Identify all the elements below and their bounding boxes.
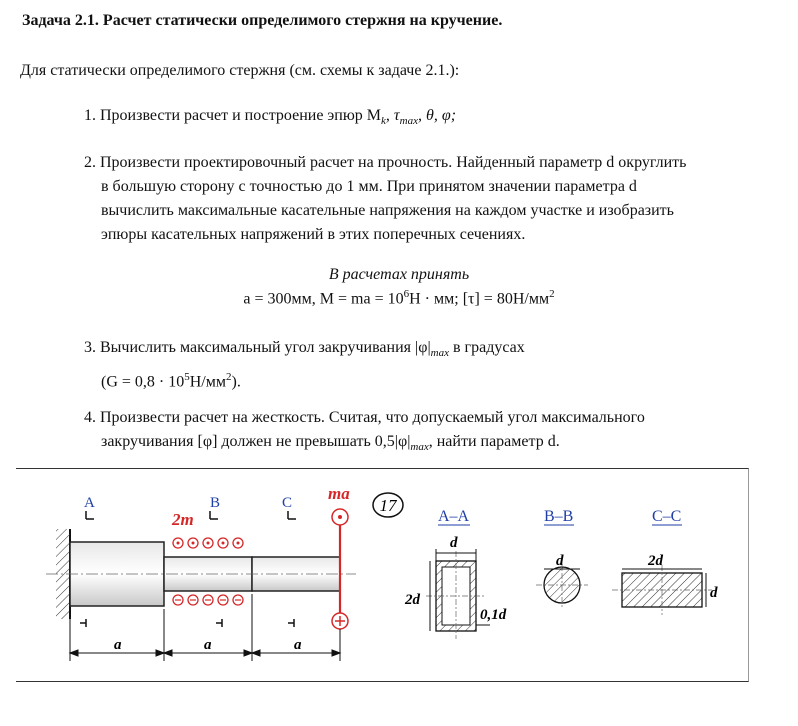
torque-dots	[177, 542, 240, 545]
item-line: Произвести проектировочный расчет на прочность. Найденный параметр d округлить	[100, 154, 687, 171]
item-number: 1.	[84, 107, 96, 124]
item-line: в градусах	[448, 339, 525, 356]
superscript: 5	[184, 371, 190, 384]
subscript: max	[399, 115, 418, 128]
dim-a-2: a	[204, 637, 212, 653]
dim-a-3: a	[294, 637, 302, 653]
item-number: 4.	[84, 409, 96, 426]
section-a-a	[404, 508, 507, 639]
task-item-1	[84, 104, 456, 133]
superscript: 2	[225, 371, 232, 384]
load-2m-label: 2m	[172, 510, 194, 529]
item-line: , найти параметр d.	[428, 433, 560, 450]
formula-part: Н · мм; [τ] = 80Н/мм	[409, 290, 550, 308]
section-a-title: A–A	[438, 508, 470, 525]
section-c-dim-d: d	[710, 585, 718, 601]
label-a: A	[84, 495, 95, 511]
section-c-c	[612, 508, 718, 615]
item-line: Вычислить максимальный угол закручивания |φ|	[100, 339, 431, 356]
item-text: Произвести расчет и построение эпюр M	[100, 107, 382, 124]
item-line: вычислить максимальные касательные напряжения на каждом участке и изобразить	[101, 202, 674, 219]
shaft-scheme	[16, 469, 748, 681]
intro-text: Для статически определимого стержня (см. схемы к задаче 2.1.):	[20, 62, 460, 79]
section-c-dim-2d: 2d	[648, 553, 663, 569]
subscript: max	[430, 347, 449, 360]
item-line: закручивания [φ] должен не превышать 0,5|φ|	[101, 433, 411, 450]
superscript: 2	[549, 288, 555, 300]
item-line: в большую сторону с точностью до 1 мм. При принятом значении параметра d	[101, 178, 637, 195]
section-b-title: B–B	[544, 508, 574, 525]
section-b-b	[536, 508, 588, 609]
label-b: B	[210, 495, 221, 511]
label-c: C	[282, 495, 293, 511]
item-line: ).	[231, 373, 241, 391]
subscript: k	[381, 115, 386, 128]
dim-a-1: a	[114, 637, 122, 653]
task-item-4	[84, 406, 645, 459]
scheme-number: 17	[379, 496, 397, 515]
task-item-2	[84, 151, 686, 247]
given-header: В расчетах принять	[328, 266, 470, 283]
item-line: (G = 0,8 · 10	[101, 373, 185, 391]
superscript: 6	[403, 288, 410, 300]
item-line: Н/мм	[189, 373, 226, 391]
task-title: Задача 2.1. Расчет статически определимого стержня на кручение.	[22, 12, 503, 29]
scheme-figure	[16, 468, 749, 682]
given-formula	[0, 288, 798, 308]
load-ma-label: ma	[328, 484, 350, 503]
item-number: 3.	[84, 339, 96, 356]
item-number: 2.	[84, 154, 96, 171]
item-text: , θ, φ;	[417, 107, 457, 124]
item-line: Произвести расчет на жесткость. Считая, что допускаемый угол максимального	[100, 409, 645, 426]
formula-part: a = 300мм, M = ma = 10	[243, 290, 404, 308]
subscript: max	[410, 441, 429, 454]
section-a-dim-wall: 0,1d	[480, 607, 507, 623]
task-item-3	[84, 336, 525, 395]
section-b-dim-d: d	[556, 553, 564, 569]
section-a-dim-d: d	[450, 535, 458, 551]
item-line: эпюры касательных напряжений в этих поперечных сечениях.	[101, 226, 526, 243]
section-a-dim-2d: 2d	[405, 592, 420, 608]
item-text: , τ	[385, 107, 400, 124]
section-c-title: C–C	[652, 508, 682, 525]
